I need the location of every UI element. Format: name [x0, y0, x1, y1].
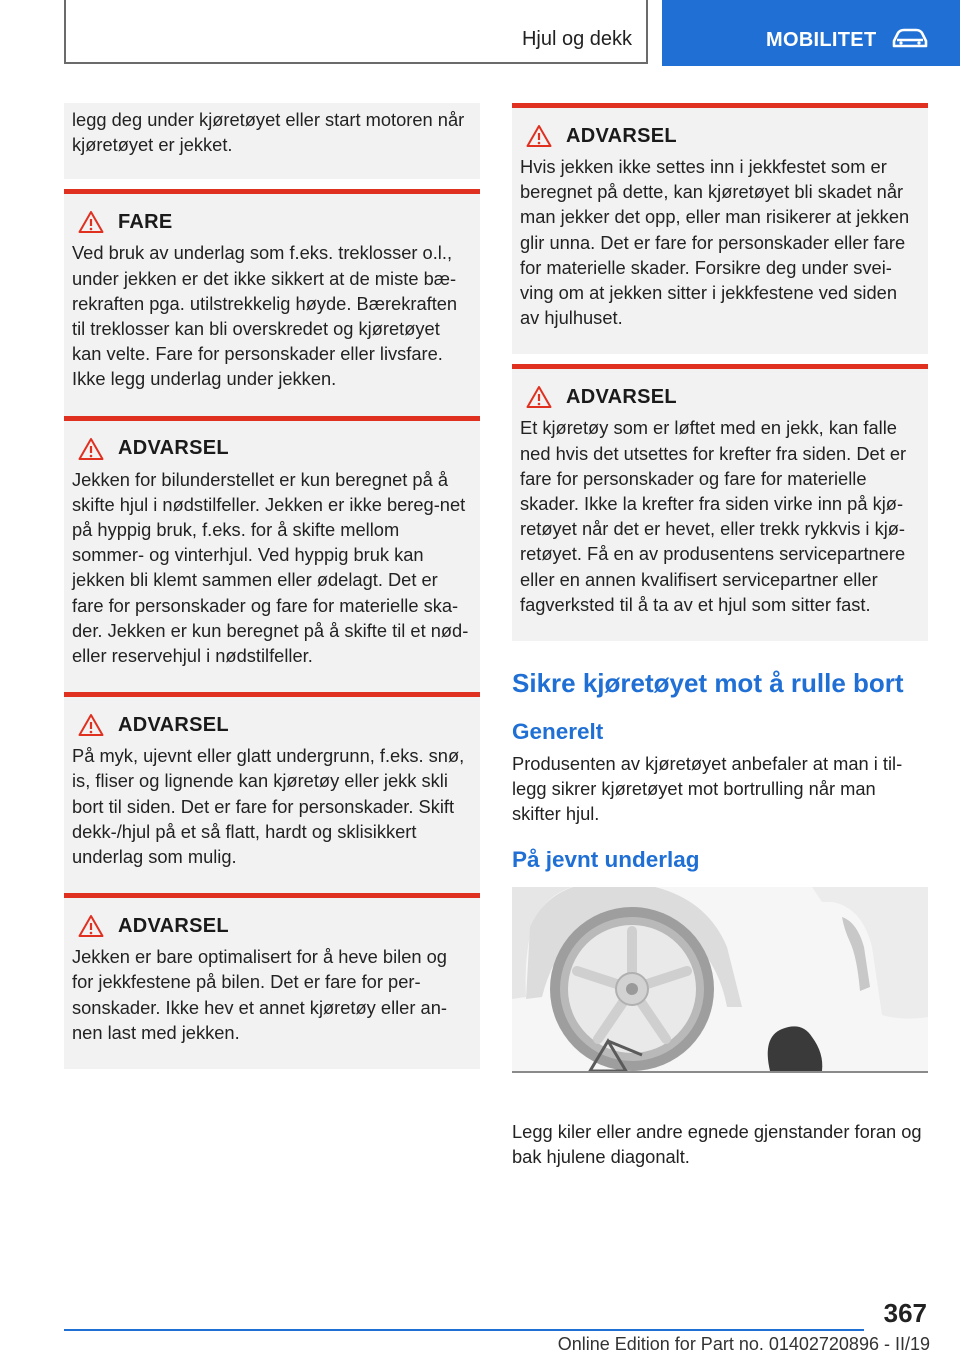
warning-box	[64, 692, 480, 893]
continued-warning-text: legg deg under kjøretøyet eller start motoren når kjøretøyet er jekket.	[72, 109, 465, 156]
subheading-level-ground: På jevnt underlag	[512, 846, 700, 872]
warning-header	[520, 122, 920, 150]
warning-header	[72, 711, 472, 739]
warning-text: Ved bruk av underlag som f.eks. treklosser o.l., under jekken er det ikke sikkert at de miste bæ-rekraften pga. utilstrekkelig høyde. Bærekraften til treklosser kan bli overskredet og kjøretøyet kan velte. Fare for personskader eller livsfare. Ikke legg underlag under jekken.	[72, 242, 458, 390]
edition-note: Online Edition for Part no. 01402720896 - II/19	[557, 1334, 930, 1354]
right-column	[512, 103, 928, 1169]
paragraph-level-ground: Legg kiler eller andre egnede gjenstander foran og bak hjulene diagonalt.	[512, 1120, 922, 1167]
chapter-tab[interactable]	[662, 0, 960, 66]
section-heading: Sikre kjøretøyet mot å rulle bort	[512, 668, 904, 699]
warning-box	[512, 364, 928, 641]
warning-triangle-icon	[78, 437, 104, 461]
warning-title: FARE	[118, 210, 173, 233]
wheel-illustration-graphic	[512, 887, 928, 1073]
warning-box	[64, 416, 480, 693]
paragraph-general: Produsenten av kjøretøyet anbefaler at man i til-legg sikrer kjøretøyet mot bortrulling når man skifter hjul.	[512, 753, 903, 825]
wheel-chock-illustration	[512, 887, 928, 1073]
left-column	[64, 103, 480, 1069]
warning-title: ADVARSEL	[566, 385, 677, 408]
warning-text: Hvis jekken ikke settes inn i jekkfestet som er beregnet på dette, kan kjøretøyet bli skadet når man jekker det opp, eller man risikerer at jekken glir unna. Det er fare for personskader eller fare for materielle skader. Forsikre deg under svei-ving om at jekken sitter i jekkfestene ved siden av hjulhuset.	[520, 156, 910, 329]
warning-text: Jekken er bare optimalisert for å heve bilen og for jekkfestene på bilen. Det er fare for per-sonskader. Ikke hev et annet kjøretøy eller an-nen last med jekken.	[72, 946, 447, 1043]
warning-header	[72, 208, 472, 236]
warning-box	[512, 103, 928, 354]
page-number: 367	[883, 1298, 927, 1328]
footer-divider	[64, 1329, 864, 1331]
subheading-general: Generelt	[512, 719, 604, 745]
warning-header	[72, 435, 472, 463]
warning-triangle-icon	[526, 124, 552, 148]
continued-warning-box	[64, 103, 480, 179]
warning-header	[520, 383, 920, 411]
chapter-tab-label: MOBILITET	[766, 29, 877, 51]
header-section-box	[64, 0, 648, 64]
warning-title: ADVARSEL	[118, 437, 229, 460]
warning-title: ADVARSEL	[118, 713, 229, 736]
car-icon	[890, 27, 930, 49]
warning-text: Et kjøretøy som er løftet med en jekk, kan falle ned hvis det utsettes for krefter fra siden. Det er fare for personskader og fare for materielle skader. Ikke la krefter fra siden virke inn på kjø-retøyet når det er hevet, eller trekk rykkvis i kjø-retøyet. Få en av produsentens servicepartnere eller en annen kvalifisert servicepartner eller fagverksted til å ta av et hjul som sitter fast.	[520, 417, 907, 615]
warning-header	[72, 912, 472, 940]
warning-title: ADVARSEL	[118, 914, 229, 937]
warning-title: ADVARSEL	[566, 124, 677, 147]
warning-triangle-icon	[526, 385, 552, 409]
warning-text: Jekken for bilunderstellet er kun beregnet på å skifte hjul i nødstilfeller. Jekken er ikke bereg-net på hyppig bruk, f.eks. for å skifte mellom sommer- og vinterhjul. Ved hyppig bruk kan jekken bli klemt sammen eller ødelagt. Det er fare for personskader og fare for materielle ska-der. Jekken er kun beregnet på å skifte til et nød- eller reservehjul i nødstilfeller.	[72, 468, 469, 667]
section-title: Hjul og dekk	[521, 28, 632, 50]
warning-triangle-icon	[78, 210, 104, 234]
warning-text: På myk, ujevnt eller glatt undergrunn, f.eks. snø, is, fliser og lignende kan kjøretøy eller jekk skli bort til siden. Det er fare for personskader. Skift dekk-/hjul på et så flatt, hardt og sklisikkert underlag som mulig.	[72, 745, 465, 868]
warning-box-danger	[64, 189, 480, 415]
warning-triangle-icon	[78, 914, 104, 938]
warning-box	[64, 893, 480, 1069]
warning-triangle-icon	[78, 713, 104, 737]
